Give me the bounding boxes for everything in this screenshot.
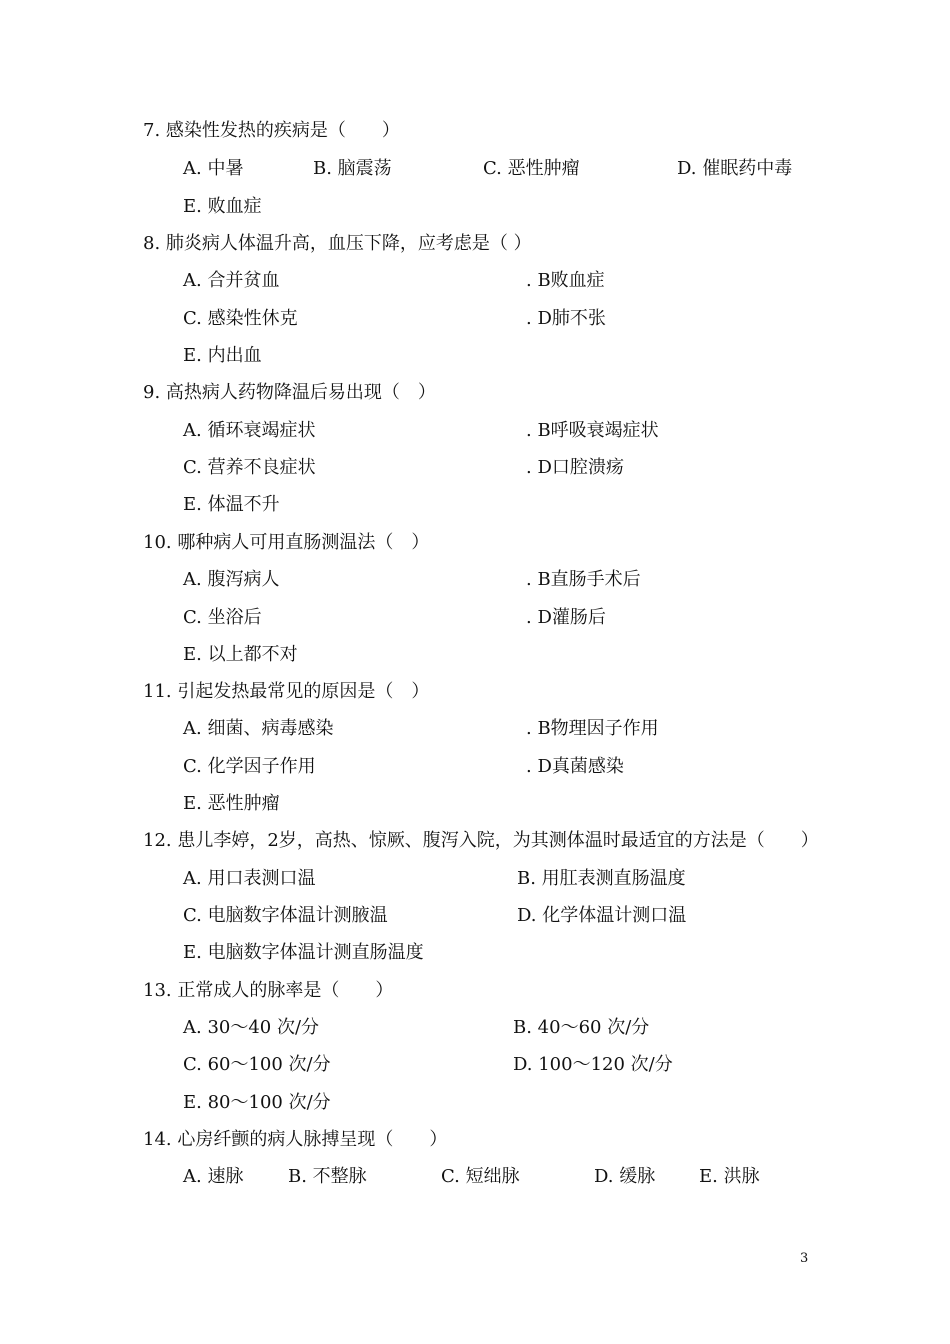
question-stem: 7. 感染性发热的疾病是（ ） <box>143 120 400 141</box>
page-number: 3 <box>800 1251 809 1266</box>
option-b: B. 脑震荡 <box>313 158 392 179</box>
option-d: D. 100～120 次/分 <box>513 1054 673 1075</box>
option-c: C. 短绌脉 <box>441 1166 520 1187</box>
option-e: E. 电脑数字体温计测直肠温度 <box>183 942 424 963</box>
option-e: E. 80～100 次/分 <box>183 1092 331 1113</box>
question-stem: 8. 肺炎病人体温升高，血压下降，应考虑是（ ） <box>143 233 532 254</box>
option-a: A. 循环衰竭症状 <box>183 420 316 441</box>
option-c: C. 坐浴后 <box>183 607 262 628</box>
option-c: C. 化学因子作用 <box>183 756 316 777</box>
option-e: E. 败血症 <box>183 196 262 217</box>
option-e: E. 洪脉 <box>699 1166 760 1187</box>
option-d: . D口腔溃疡 <box>526 457 624 478</box>
option-d: D. 缓脉 <box>594 1166 656 1187</box>
option-a: A. 速脉 <box>183 1166 244 1187</box>
option-b: B. 不整脉 <box>288 1166 367 1187</box>
question-stem: 14. 心房纤颤的病人脉搏呈现（ ） <box>143 1129 448 1150</box>
option-e: E. 内出血 <box>183 345 262 366</box>
option-a: A. 中暑 <box>183 158 244 179</box>
option-b: . B直肠手术后 <box>526 569 641 590</box>
option-c: C. 恶性肿瘤 <box>483 158 580 179</box>
option-d: D. 化学体温计测口温 <box>517 905 687 926</box>
option-e: E. 体温不升 <box>183 494 280 515</box>
option-a: A. 腹泻病人 <box>183 569 280 590</box>
option-d: . D灌肠后 <box>526 607 606 628</box>
question-stem: 13. 正常成人的脉率是（ ） <box>143 980 394 1001</box>
option-e: E. 恶性肿瘤 <box>183 793 280 814</box>
question-stem: 12. 患儿李婷，2岁，高热、惊厥、腹泻入院，为其测体温时最适宜的方法是（ ） <box>143 830 819 851</box>
option-b: . B物理因子作用 <box>526 718 659 739</box>
option-c: C. 电脑数字体温计测腋温 <box>183 905 388 926</box>
option-c: C. 感染性休克 <box>183 308 298 329</box>
option-c: C. 营养不良症状 <box>183 457 316 478</box>
option-a: A. 用口表测口温 <box>183 868 316 889</box>
option-d: . D肺不张 <box>526 308 606 329</box>
option-a: A. 合并贫血 <box>183 270 280 291</box>
option-d: D. 催眠药中毒 <box>677 158 793 179</box>
option-b: . B败血症 <box>526 270 605 291</box>
question-stem: 11. 引起发热最常见的原因是（ ） <box>143 681 430 702</box>
option-b: . B呼吸衰竭症状 <box>526 420 659 441</box>
option-a: A. 30～40 次/分 <box>183 1017 320 1038</box>
option-b: B. 40～60 次/分 <box>513 1017 650 1038</box>
option-a: A. 细菌、病毒感染 <box>183 718 334 739</box>
option-e: E. 以上都不对 <box>183 644 298 665</box>
option-b: B. 用肛表测直肠温度 <box>517 868 686 889</box>
question-stem: 10. 哪种病人可用直肠测温法（ ） <box>143 532 430 553</box>
option-d: . D真菌感染 <box>526 756 624 777</box>
question-stem: 9. 高热病人药物降温后易出现（ ） <box>143 382 436 403</box>
option-c: C. 60～100 次/分 <box>183 1054 331 1075</box>
